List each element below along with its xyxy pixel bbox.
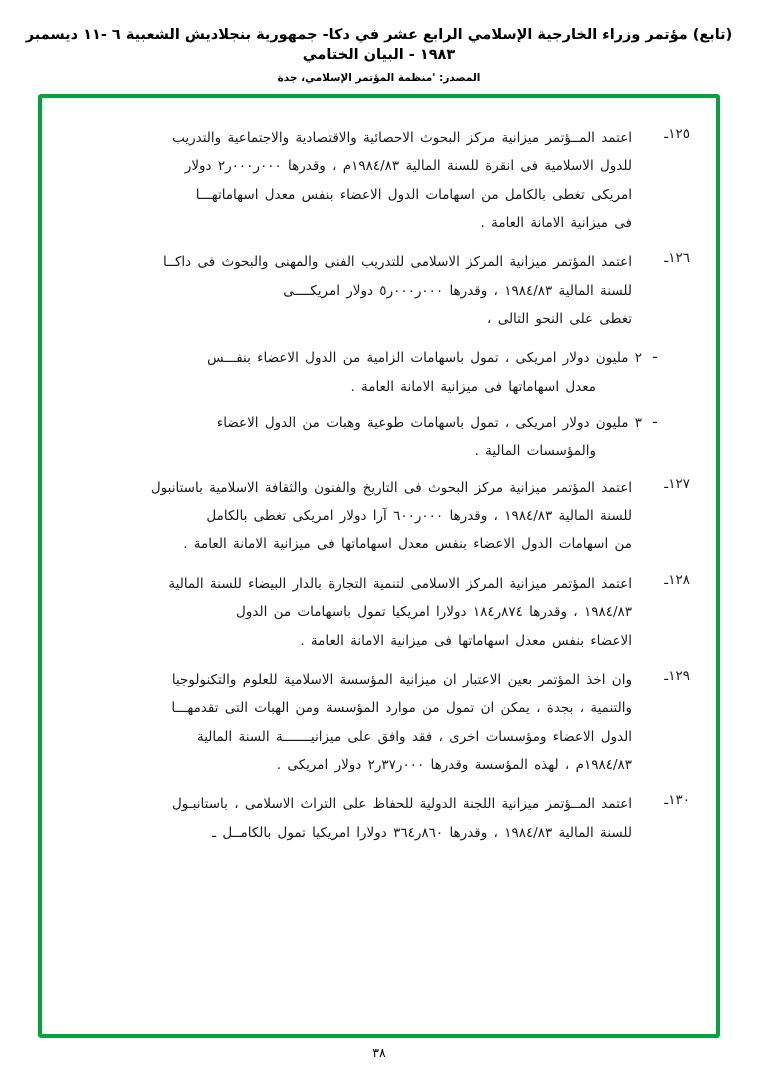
- paragraph-line: والمؤسسات المالية .: [474, 443, 596, 460]
- paragraph-line: الدول الاعضاء ومؤسسات اخرى ، فقد وافق على ميزانيـــــــة السنة المالية: [196, 728, 632, 745]
- paragraph-line: اعتمد المؤتمر ميزانية المركز الاسلامى للتدريب الفنى والمهنى والبحوث فى داكــا: [162, 254, 632, 271]
- paragraph-line: ٣ مليون دولار امريكى ، تمول باسهامات طوعية وهبات من الدول الاعضاء: [216, 415, 642, 432]
- paragraph-line: للسنة المالية ١٩٨٤/٨٣ ، وقدرها ٨٦٠ر٣٦٤ دولارا امريكيا تمول بالكامــل ـ: [212, 824, 632, 841]
- paragraph-number: ١٢٥ـ: [664, 126, 690, 142]
- header-title: (تابع) مؤتمر وزراء الخارجية الإسلامي الرابع عشر في دكا- جمهورية بنجلاديش الشعبية ٦ -١١ ديسمبر ١٩٨٣ - البيان الختامي: [25, 27, 733, 63]
- paragraph-line: والتنمية ، بجدة ، يمكن ان تمول من موارد المؤسسة ومن الهبات التى تقدمهـــا: [171, 700, 632, 717]
- paragraph-number: ١٢٨ـ: [664, 571, 690, 588]
- green-bordered-content-frame: [38, 94, 720, 1038]
- paragraph-line: اعتمد المؤتمر ميزانية مركز البحوث فى التاريخ والفنون والثقافة الاسلامية باستانبول: [150, 479, 632, 496]
- paragraph-line: من اسهامات الدول الاعضاء بنفس معدل اسهاماتها فى ميزانية الامانة العامة .: [183, 536, 632, 553]
- paragraph-number: ١٢٦ـ: [664, 250, 690, 267]
- paragraph-line: للسنة المالية ١٩٨٤/٨٣ ، وقدرها ٠٠٠ر٦٠٠ آرا دولار امريكى تغطى بالكامل: [206, 508, 632, 525]
- paragraph-text: [68, 790, 632, 847]
- page-number: ٣٨: [372, 1045, 386, 1060]
- paragraph-text: [68, 124, 632, 237]
- paragraph-line: وان اخذ المؤتمر بعين الاعتبار ان ميزانية المؤسسة الاسلامية للعلوم والتكنولوجيا: [171, 671, 632, 688]
- paragraph-number: ١٢٧ـ: [664, 475, 690, 492]
- dash-bullet: ـ: [653, 411, 657, 428]
- document-body: [68, 124, 690, 1018]
- paragraph-line: ٢ مليون دولار امريكى ، تمول باسهامات الزامية من الدول الاعضاء بنفـــس: [207, 350, 642, 367]
- paragraph-text: [68, 666, 632, 779]
- paragraph-line: اعتمد المؤتمر ميزانية المركز الاسلامى لتنمية التجارة بالدار البيضاء للسنة المالية: [168, 575, 632, 592]
- paragraph-text: [68, 248, 632, 333]
- paragraph-line: للسنة المالية ١٩٨٤/٨٣ ، وقدرها ٠٠٠ر٠٠٠ر٥ دولار امريكــــى: [283, 282, 632, 299]
- paragraph-line: اعتمد المــؤتمر ميزانية اللجنة الدولية للحفاظ على التراث الاسلامى ، باستانبـول: [171, 796, 632, 813]
- paragraph-item: [68, 124, 690, 237]
- paragraph-text: [68, 570, 632, 655]
- paragraph-line: معدل اسهاماتها فى ميزانية الامانة العامة .: [350, 378, 596, 395]
- paragraph-line: تغطى على النحو التالى ،: [487, 311, 632, 328]
- header-source: المصدر: 'منظمة المؤتمر الإسلامي، جدة: [277, 72, 481, 85]
- sub-list-item: [68, 344, 690, 401]
- paragraph-number: ١٣٠ـ: [664, 792, 690, 809]
- paragraph-number: ١٢٩ـ: [664, 667, 690, 684]
- paragraph-line: للدول الاسلامية فى انقرة للسنة المالية ١٩٨٤/٨٣م ، وقدرها ٠٠٠ر٠٠٠ر٢ دولار: [184, 158, 632, 175]
- paragraph-item: [68, 248, 690, 333]
- paragraph-line: اعتمد المــؤتمر ميزانية مركز البحوث الاحصائية والاقتصادية والاجتماعية والتدريب: [172, 130, 632, 146]
- paragraph-line: فى ميزانية الامانة العامة .: [480, 215, 632, 232]
- paragraph-line: امريكى تغطى بالكامل من اسهامات الدول الاعضاء بنفس معدل اسهاماتهـــا: [195, 186, 632, 203]
- paragraph-line: ١٩٨٤/٨٣م ، لهذه المؤسسة وقدرها ٠٠٠ر٣٧ر٢ دولار امريكى .: [276, 756, 632, 773]
- document-header: [0, 26, 758, 84]
- paragraph-item: [68, 570, 690, 655]
- sub-list-item: [68, 409, 690, 466]
- paragraph-item: [68, 790, 690, 847]
- paragraph-line: ١٩٨٤/٨٣ ، وقدرها ٨٧٤ر١٨٤ دولارا امريكيا تمول باسهامات من الدول: [236, 604, 632, 621]
- sub-item-text: [68, 409, 642, 466]
- paragraph-item: [68, 666, 690, 779]
- sub-item-text: [68, 344, 642, 401]
- paragraph-item: [68, 474, 690, 559]
- paragraph-line: الاعضاء بنفس معدل اسهاماتها فى ميزانية الامانة العامة .: [300, 632, 632, 649]
- paragraph-text: [68, 474, 632, 559]
- dash-bullet: ـ: [653, 346, 657, 363]
